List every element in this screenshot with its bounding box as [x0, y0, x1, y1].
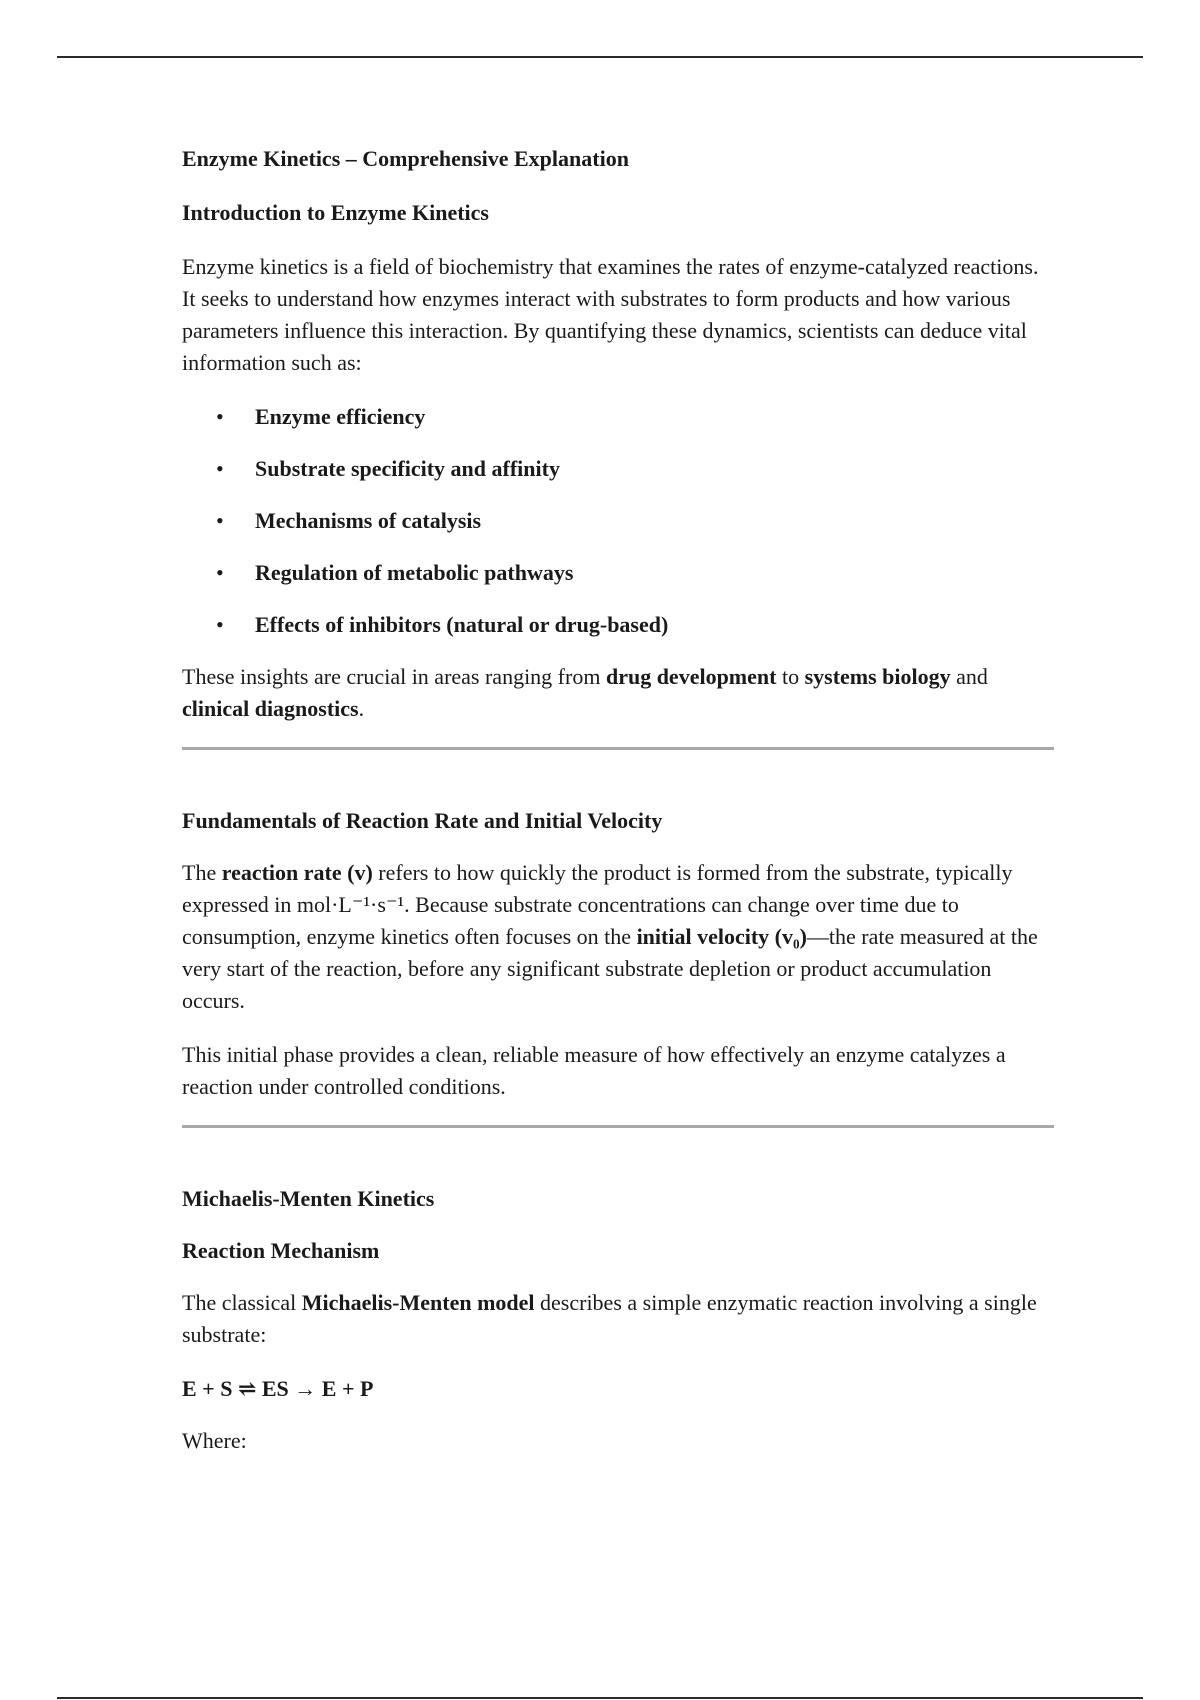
list-item: • Substrate specificity and affinity: [182, 453, 1054, 485]
page-top-rule: [57, 56, 1143, 58]
intro-heading: Introduction to Enzyme Kinetics: [182, 200, 489, 225]
page-bottom-rule: [57, 1697, 1143, 1699]
reaction-mechanism-heading: Reaction Mechanism: [182, 1238, 380, 1263]
fundamentals-heading: Fundamentals of Reaction Rate and Initial Velocity: [182, 808, 663, 833]
list-item: • Enzyme efficiency: [182, 401, 1054, 433]
intro-paragraph: Enzyme kinetics is a field of biochemistry that examines the rates of enzyme-catalyzed reactions. It seeks to understand how enzymes interact with substrates to form products and how various parameters influence this interaction. By quantifying these dynamics, scientists can deduce vital information such as:: [182, 254, 1039, 375]
michaelis-menten-heading: Michaelis-Menten Kinetics: [182, 1186, 435, 1211]
reaction-rate-paragraph: The reaction rate (v) refers to how quickly the product is formed from the substrate, typically expressed in mol·L⁻¹·s⁻¹. Because substrate concentrations can change over time due to consumption, enzyme kinetics often focuses on the initial velocity (v₀)—the rate measured at the very start of the reaction, before any significant substrate depletion or product accumulation occurs.: [182, 860, 1038, 1013]
insight-list: [182, 401, 1054, 641]
section-divider: [182, 1125, 1054, 1128]
section-divider: [182, 747, 1054, 750]
reaction-equation: E + S ⇌ ES → E + P: [182, 1376, 374, 1401]
list-item: • Mechanisms of catalysis: [182, 505, 1054, 537]
where-label: Where:: [182, 1428, 247, 1453]
document-body: [182, 143, 1054, 1479]
insight-paragraph: These insights are crucial in areas ranging from drug development to systems biology and clinical diagnostics.: [182, 664, 988, 721]
initial-phase-paragraph: This initial phase provides a clean, reliable measure of how effectively an enzyme catalyzes a reaction under controlled conditions.: [182, 1042, 1006, 1099]
list-item: • Effects of inhibitors (natural or drug-based): [182, 609, 1054, 641]
document-title: Enzyme Kinetics – Comprehensive Explanation: [182, 146, 629, 171]
model-paragraph: The classical Michaelis-Menten model describes a simple enzymatic reaction involving a single substrate:: [182, 1290, 1037, 1347]
list-item: • Regulation of metabolic pathways: [182, 557, 1054, 589]
